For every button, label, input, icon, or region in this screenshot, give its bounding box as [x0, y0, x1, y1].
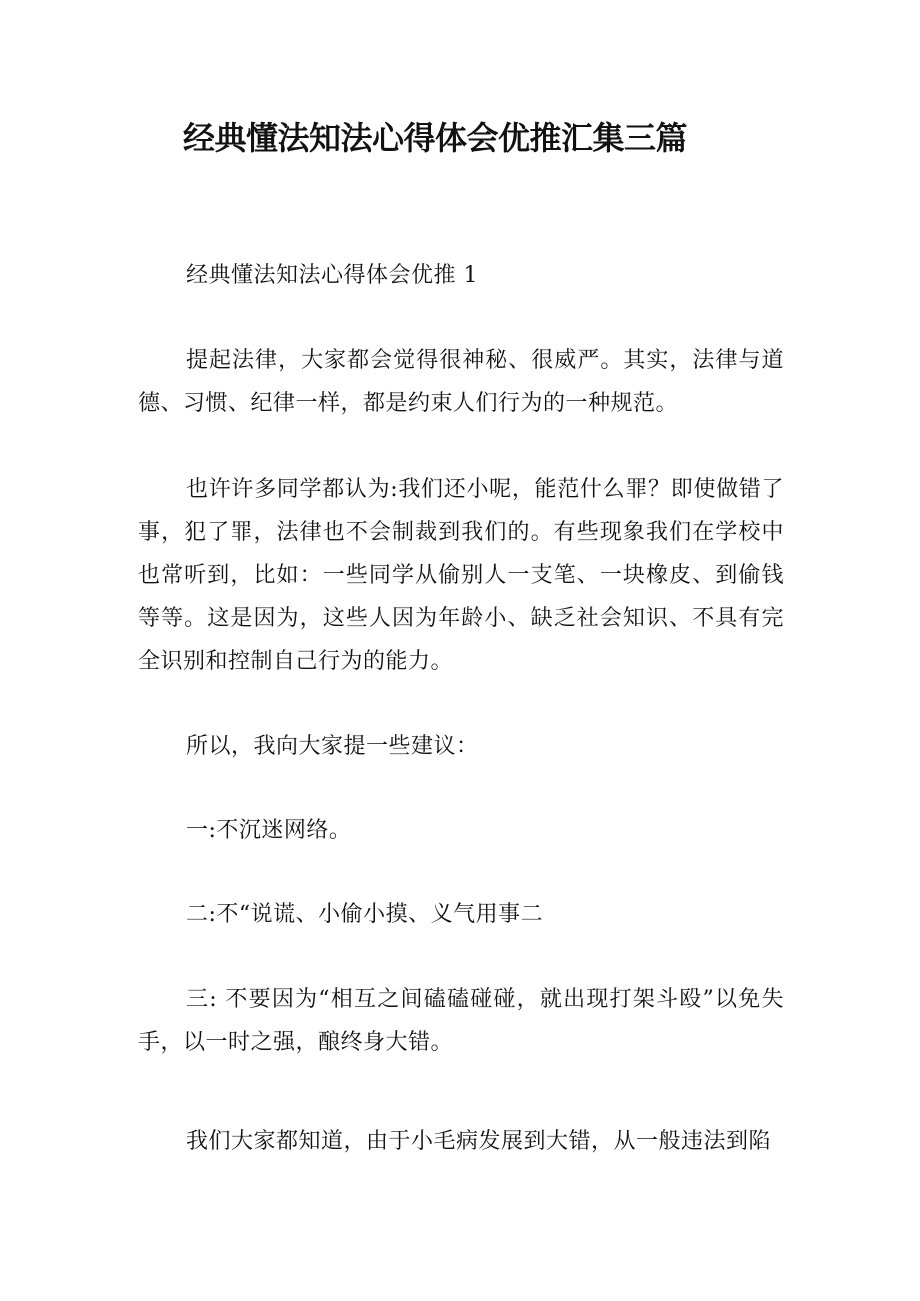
paragraph: 我们大家都知道，由于小毛病发展到大错，从一般违法到陷 [186, 1129, 772, 1154]
list-item: 一:不沉迷网络。 [186, 818, 352, 843]
paragraph: 提起法律，大家都会觉得很神秘、很威严。其实，法律与道德、习惯、纪律一样，都是约束人们行为的一种规范。 [138, 348, 784, 416]
paragraph: 也许许多同学都认为:我们还小呢，能范什么罪？即使做错了事，犯了罪，法律也不会制裁到我们的。有些现象我们在学校中也常听到，比如：一些同学从偷别人一支笔、一块橡皮、到偷钱等等。这是因为，这些人因为年龄小、缺乏社会知识、不具有完全识别和控制自己行为的能力。 [138, 477, 784, 674]
section-heading: 经典懂法知法心得体会优推 1 [186, 263, 478, 288]
list-item: 二:不“说谎、小偷小摸、义气用事二 [186, 902, 544, 927]
list-item: 三: 不要因为“相互之间磕磕碰碰，就出现打架斗殴”以免失手，以一时之强，酿终身大错。 [138, 987, 784, 1055]
document-title: 经典懂法知法心得体会优推汇集三篇 [183, 119, 688, 157]
paragraph: 所以，我向大家提一些建议： [186, 734, 479, 759]
